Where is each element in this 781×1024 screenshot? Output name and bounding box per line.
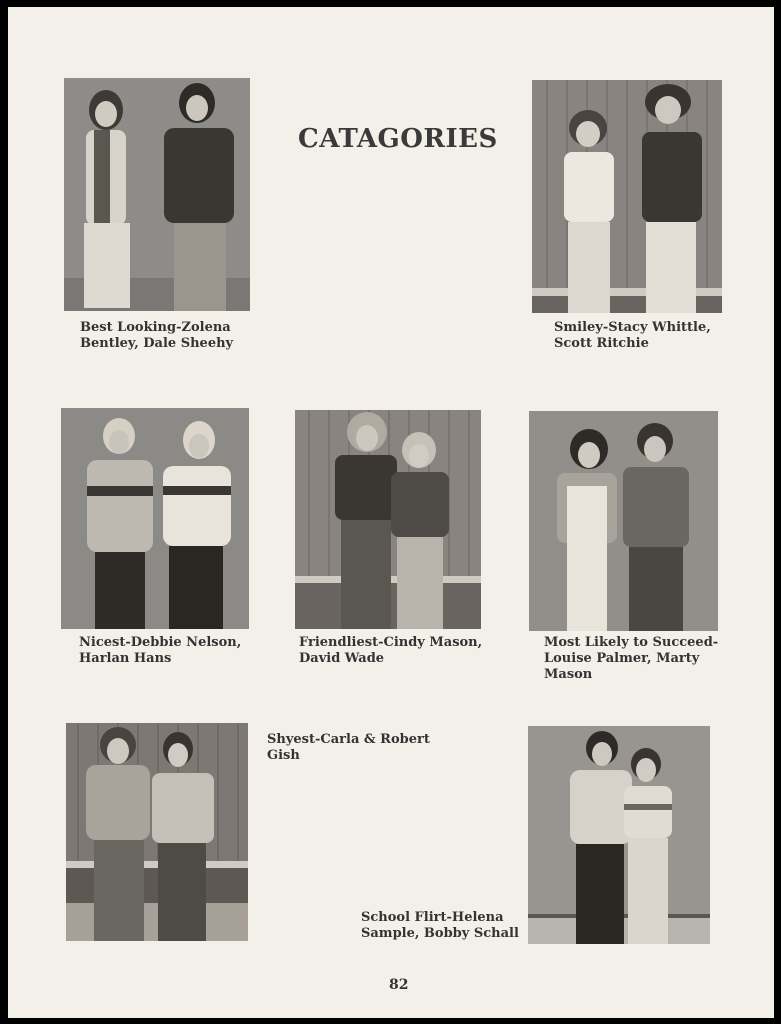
photo-shyest-image xyxy=(66,723,248,941)
caption-line: Nicest-Debbie Nelson, xyxy=(79,635,242,650)
photo-smiley xyxy=(532,80,722,313)
photo-most-likely xyxy=(529,411,718,631)
photo-best-looking-image xyxy=(64,78,250,311)
caption-line: Harlan Hans xyxy=(79,651,172,666)
caption-line: Scott Ritchie xyxy=(554,336,649,351)
caption-line: Bentley, Dale Sheehy xyxy=(80,336,234,351)
caption-best-looking xyxy=(80,320,233,352)
photo-smiley-image xyxy=(532,80,722,313)
photo-shyest xyxy=(66,723,248,941)
photo-most-likely-image xyxy=(529,411,718,631)
photo-school-flirt xyxy=(528,726,710,944)
photo-best-looking xyxy=(64,78,250,311)
caption-friendliest xyxy=(299,635,482,667)
caption-line: School Flirt-Helena xyxy=(361,910,504,925)
caption-line: Smiley-Stacy Whittle, xyxy=(554,320,711,335)
photo-nicest-image xyxy=(61,408,249,629)
caption-line: Friendliest-Cindy Mason, xyxy=(299,635,483,650)
caption-line: Best Looking-Zolena xyxy=(80,320,231,335)
photo-friendliest xyxy=(295,410,481,629)
caption-line: Gish xyxy=(267,748,300,763)
caption-line: Sample, Bobby Schall xyxy=(361,926,519,941)
page-title: CATAGORIES xyxy=(298,124,498,154)
caption-line: David Wade xyxy=(299,651,385,666)
yearbook-page xyxy=(8,7,774,1018)
caption-smiley xyxy=(554,320,711,352)
photo-friendliest-image xyxy=(295,410,481,629)
caption-line: Louise Palmer, Marty xyxy=(544,651,700,666)
photo-nicest xyxy=(61,408,249,629)
caption-school-flirt xyxy=(361,910,519,942)
caption-nicest xyxy=(79,635,241,667)
photo-school-flirt-image xyxy=(528,726,710,944)
caption-line: Mason xyxy=(544,667,593,682)
page-number: 82 xyxy=(389,977,409,993)
caption-shyest xyxy=(267,732,430,764)
caption-most-likely xyxy=(544,635,718,683)
caption-line: Most Likely to Succeed- xyxy=(544,635,719,650)
caption-line: Shyest-Carla & Robert xyxy=(267,732,430,747)
